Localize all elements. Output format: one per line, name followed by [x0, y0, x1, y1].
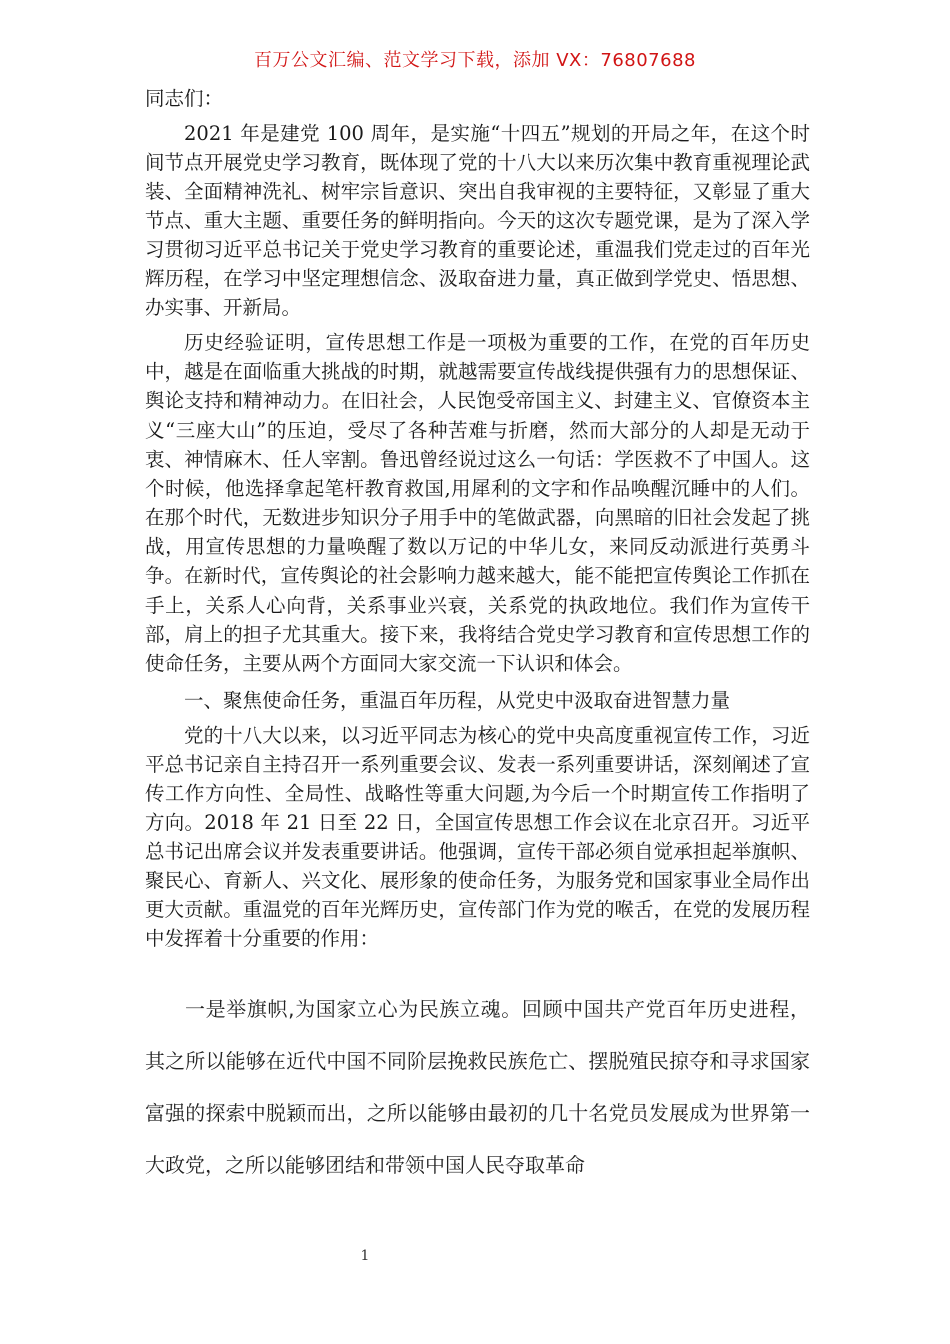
paragraph-4: 一是举旗帜,为国家立心为民族立魂。回顾中国共产党百年历史进程，其之所以能够在近代中国不同阶层挽救民族危亡、摆脱殖民掠夺和寻求国家富强的探索中脱颖而出，之所以能够由最初的几十名党员发展成为世界第一大政党，之所以能够团结和带领中国人民夺取革命 — [145, 997, 810, 1177]
paragraph-2-text-b: ，人民饱受帝国主义、封建主义、官僚资本主义“三座大山”的压迫，受尽了各种苦难与折磨，然而大部分的人却是无动于衷、神情麻木、任人宰割。鲁迅曾经说过这么一句话：学医救不了中国人。这个时候，他选择拿起笔杆教育救国,用犀利的文字和作品唤醒沉睡中的人们。在那个时代，无数进步知识分子用手中的笔做武器，向黑暗的旧社会发起了挑战，用宣传思想的力量唤醒了数以万记的中华儿女，来同反动派进行英勇斗争。 — [145, 389, 810, 587]
paragraph-2-text-a: 历史经验证明，宣传思想工作是一项极为重要的工作，在党的百年历史中，越是在面临重大挑战的时期，就越需要宣传战线提供强有力的思想保证、舆论支持和精神动力。 — [145, 331, 810, 412]
paragraph-1: 2021 年是建党 100 周年，是实施“十四五”规划的开局之年，在这个时间节点开展党史学习教育，既体现了党的十八大以来历次集中教育重视理论武装、全面精神洗礼、树牢宗旨意识、突出自我审视的主要特征，又彰显了重大节点、重大主题、重要任务的鲜明指向。今天的这次专题党课，是为了深入学习贯彻习近平总书记关于党史学习教育的重要论述，重温我们党走过的百年光辉历程，在学习中坚定理想信念、汲取奋进力量，真正做到学党史、悟思想、办实事、开新局。 — [145, 122, 810, 319]
section-heading-1: 一、聚焦使命任务，重温百年历程，从党史中汲取奋进智慧力量 — [184, 689, 731, 712]
document-body — [145, 84, 810, 1211]
page-number: 1 — [360, 1248, 370, 1264]
emphasis-new-era: 在新时代 — [184, 565, 261, 587]
header-banner: 百万公文汇编、范文学习下载，添加 VX：76807688 — [254, 50, 696, 71]
emphasis-old-society: 在旧社会 — [341, 390, 418, 412]
paragraph-2-text-c: ，宣传舆论的社会影响力越来越大，能不能把宣传舆论工作抓在手上，关系人心向背，关系事业兴衰，关系党的执政地位。我们作为宣传干部，肩上的担子尤其重大。接下来，我将结合党史学习教育和宣传思想工作的使命任务，主要从两个方面同大家交流一下认识和体会。 — [145, 564, 810, 675]
paragraph-2 — [145, 328, 810, 678]
paragraph-3: 党的十八大以来，以习近平同志为核心的党中央高度重视宣传工作，习近平总书记亲自主持召开一系列重要会议、发表一系列重要讲话，深刻阐述了宣传工作方向性、全局性、战略性等重大问题,为今后一个时期宣传工作指明了方向。2018 年 21 日至 22 日，全国宣传思想工作会议在北京召开。习近平总书记出席会议并发表重要讲话。他强调，宣传干部必须自觉承担起举旗帜、聚民心、育新人、兴文化、展形象的使命任务，为服务党和国家事业全局作出更大贡献。重温党的百年光辉历史，宣传部门作为党的喉舌，在党的发展历程中发挥着十分重要的作用： — [145, 724, 810, 950]
salutation: 同志们： — [145, 87, 224, 110]
